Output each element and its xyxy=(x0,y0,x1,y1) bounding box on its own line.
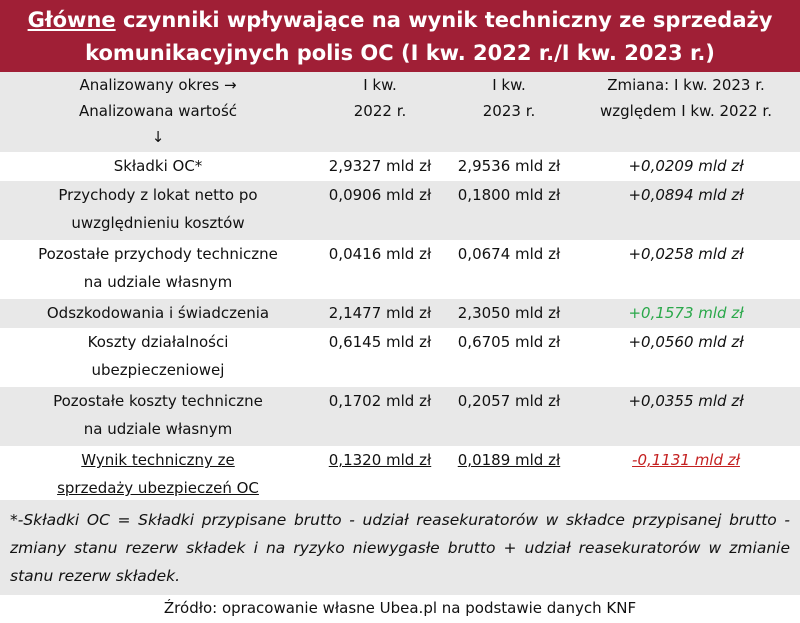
header-q1-2022-line1: I kw. xyxy=(363,76,397,94)
value-change: +0,0560 mld zł xyxy=(628,333,744,351)
title-underlined-word: Główne xyxy=(27,8,116,32)
row-label-line1: Pozostałe koszty techniczne xyxy=(53,392,263,410)
row-label-line2: na udziale własnym xyxy=(83,420,233,438)
row-label xyxy=(8,181,308,237)
row-label-line2: sprzedaży ubezpieczeń OC xyxy=(57,479,259,497)
value-2022: 0,0906 mld zł xyxy=(328,186,432,204)
table-row xyxy=(0,387,800,446)
title-line-2: komunikacyjnych polis OC (I kw. 2022 r./I kw. 2023 r.) xyxy=(85,41,715,65)
header-q1-2022 xyxy=(318,72,442,124)
value-2022: 0,0416 mld zł xyxy=(328,245,432,263)
header-period-value xyxy=(8,72,308,150)
value-2022: 0,1320 mld zł xyxy=(328,451,432,469)
row-label xyxy=(8,328,308,384)
value-change: +0,0355 mld zł xyxy=(628,392,744,410)
value-2022: 2,1477 mld zł xyxy=(328,304,432,322)
value-change: +0,0894 mld zł xyxy=(628,186,744,204)
value-2023: 0,0189 mld zł xyxy=(457,451,561,469)
table-row xyxy=(0,299,800,328)
row-label: Składki OC* xyxy=(113,157,203,175)
header-change-line2: względem I kw. 2022 r. xyxy=(600,102,772,120)
row-label xyxy=(8,446,308,502)
header-q1-2023-line2: 2023 r. xyxy=(482,102,536,120)
table-title xyxy=(0,0,800,72)
header-q1-2023-line1: I kw. xyxy=(492,76,526,94)
source-note: Źródło: opracowanie własne Ubea.pl na podstawie danych KNF xyxy=(163,599,637,617)
value-2022: 2,9327 mld zł xyxy=(328,157,432,175)
footnote: *-Składki OC = Składki przypisane brutto - udział reasekuratorów w składce przypisanej brutto - zmiany stanu rezerw składek i na ryzyko niewygasłe brutto + udział reasekuratorów w zmianie stanu rezerw składek. xyxy=(0,500,800,595)
header-change xyxy=(576,72,796,124)
header-period-label: Analizowany okres → xyxy=(79,76,237,94)
data-table xyxy=(0,72,800,501)
row-label-line1: Wynik techniczny ze xyxy=(81,451,235,469)
row-label-line2: na udziale własnym xyxy=(83,273,233,291)
row-label-line1: Koszty działalności xyxy=(87,333,229,351)
row-label-line2: ubezpieczeniowej xyxy=(91,361,225,379)
header-change-line1: Zmiana: I kw. 2023 r. xyxy=(607,76,765,94)
row-label xyxy=(8,240,308,296)
row-label xyxy=(8,387,308,443)
header-value-label: Analizowana wartość xyxy=(78,102,238,120)
value-2022: 0,6145 mld zł xyxy=(328,333,432,351)
table-row xyxy=(0,240,800,299)
title-line-1 xyxy=(0,4,800,37)
header-q1-2022-line2: 2022 r. xyxy=(353,102,407,120)
value-change-highlighted: +0,1573 mld zł xyxy=(628,304,744,322)
value-2023: 2,9536 mld zł xyxy=(457,157,561,175)
row-label-line2: uwzględnieniu kosztów xyxy=(71,214,245,232)
value-change: +0,0209 mld zł xyxy=(628,157,744,175)
value-change: +0,0258 mld zł xyxy=(628,245,744,263)
value-2023: 0,1800 mld zł xyxy=(457,186,561,204)
row-label-line1: Przychody z lokat netto po xyxy=(58,186,258,204)
row-label-line1: Pozostałe przychody techniczne xyxy=(38,245,278,263)
table-row-result xyxy=(0,446,800,501)
value-2023: 0,6705 mld zł xyxy=(457,333,561,351)
table-row xyxy=(0,328,800,387)
header-down-arrow: ↓ xyxy=(151,128,165,146)
row-label: Odszkodowania i świadczenia xyxy=(46,304,270,322)
table-row xyxy=(0,152,800,181)
header-q1-2023 xyxy=(448,72,570,124)
value-change-highlighted: -0,1131 mld zł xyxy=(632,451,740,469)
column-header-row xyxy=(0,72,800,152)
value-2023: 0,2057 mld zł xyxy=(457,392,561,410)
value-2023: 0,0674 mld zł xyxy=(457,245,561,263)
title-line-1-rest: czynniki wpływające na wynik techniczny ze sprzedaży xyxy=(115,8,773,32)
value-2023: 2,3050 mld zł xyxy=(457,304,561,322)
value-2022: 0,1702 mld zł xyxy=(328,392,432,410)
table-row xyxy=(0,181,800,240)
